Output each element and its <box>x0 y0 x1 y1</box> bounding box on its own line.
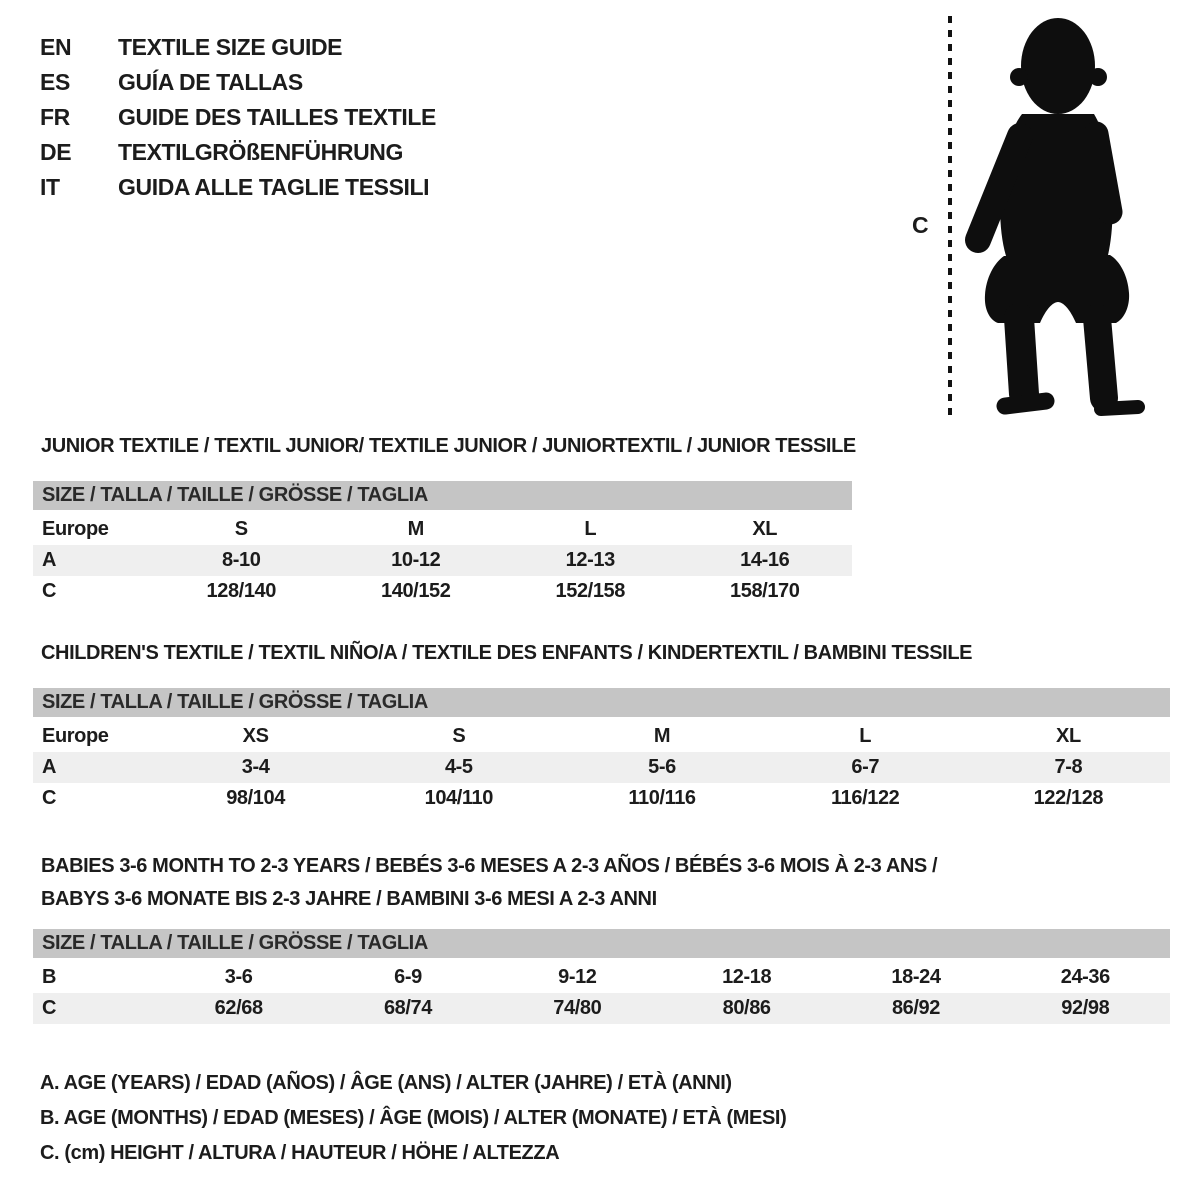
section-children-textile <box>33 641 1170 814</box>
size-value-cell: 104/110 <box>424 787 493 809</box>
size-value-cell: XL <box>752 518 778 540</box>
size-value-cell: 12-18 <box>722 966 772 988</box>
footnote-legend <box>40 1066 786 1171</box>
size-value-cell: 128/140 <box>206 580 276 602</box>
section-title: BABIES 3-6 MONTH TO 2-3 YEARS / BEBÉS 3-6 MESES A 2-3 AÑOS / BÉBÉS 3-6 MOIS À 2-3 ANS / BABYS 3-6 MONATE BIS 2-3 JAHRE / BAMBINI 3-6 MESI A 2-3 ANNI <box>41 855 938 910</box>
row-label: Europe <box>42 518 109 540</box>
size-value-cell: 12-13 <box>565 549 615 571</box>
size-value-cell: L <box>584 518 597 540</box>
table-row <box>33 962 1170 993</box>
row-label: Europe <box>42 725 109 747</box>
size-value-cell: 80/86 <box>722 997 771 1019</box>
size-value-cell: 3-4 <box>241 756 270 778</box>
size-value-cell: M <box>407 518 424 540</box>
table-row <box>33 514 852 545</box>
size-value-cell: 140/152 <box>381 580 451 602</box>
language-label: GUIDA ALLE TAGLIE TESSILI <box>118 174 430 200</box>
size-value-cell: 158/170 <box>730 580 800 602</box>
table-header-size: SIZE / TALLA / TAILLE / GRÖSSE / TAGLIA <box>33 929 1170 958</box>
table-rows <box>33 962 1170 1024</box>
section-title: CHILDREN'S TEXTILE / TEXTIL NIÑO/A / TEXTILE DES ENFANTS / KINDERTEXTIL / BAMBINI TESSILE <box>41 642 973 664</box>
footnote-line: C. (cm) HEIGHT / ALTURA / HAUTEUR / HÖHE / ALTEZZA <box>40 1142 560 1164</box>
size-value-cell: 122/128 <box>1033 787 1104 809</box>
row-label: A <box>42 756 57 778</box>
language-title-row <box>40 135 436 170</box>
table-row <box>33 721 1170 752</box>
size-value-cell: S <box>234 518 248 540</box>
size-value-cell: XL <box>1056 725 1081 747</box>
section-babies-textile <box>33 850 1170 1024</box>
table-row <box>33 545 852 576</box>
size-value-cell: 62/68 <box>214 997 263 1019</box>
measure-c-label: C <box>912 212 929 238</box>
footnote-line: A. AGE (YEARS) / EDAD (AÑOS) / ÂGE (ANS) / ALTER (JAHRE) / ETÀ (ANNI) <box>40 1072 732 1094</box>
size-value-cell: 14-16 <box>740 549 790 571</box>
table-row <box>33 576 852 607</box>
table-rows <box>33 721 1170 814</box>
language-title-row <box>40 30 436 65</box>
footnote-line: B. AGE (MONTHS) / EDAD (MESES) / ÂGE (MOIS) / ALTER (MONATE) / ETÀ (MESI) <box>40 1107 787 1129</box>
size-value-cell: 10-12 <box>391 549 441 571</box>
size-value-cell: M <box>653 725 671 747</box>
language-title-row <box>40 65 436 100</box>
size-value-cell: 9-12 <box>558 966 597 988</box>
table-row <box>33 993 1170 1024</box>
height-measure-dashed-line <box>948 16 952 416</box>
language-label: GUIDE DES TAILLES TEXTILE <box>118 104 436 130</box>
size-value-cell: 86/92 <box>891 997 940 1019</box>
table-header-size: SIZE / TALLA / TAILLE / GRÖSSE / TAGLIA <box>33 688 1170 717</box>
table-row <box>33 752 1170 783</box>
size-value-cell: 152/158 <box>555 580 625 602</box>
size-value-cell: L <box>859 725 872 747</box>
language-title-list <box>40 30 436 205</box>
language-code: EN <box>40 34 72 60</box>
size-value-cell: 110/116 <box>628 787 696 809</box>
section-junior-textile <box>33 434 856 607</box>
size-value-cell: S <box>452 725 466 747</box>
language-code: DE <box>40 139 72 165</box>
size-value-cell: 6-7 <box>851 756 880 778</box>
size-value-cell: 98/104 <box>226 787 285 809</box>
language-code: FR <box>40 104 70 130</box>
row-label: B <box>42 966 57 988</box>
size-value-cell: 92/98 <box>1061 997 1110 1019</box>
size-value-cell: 7-8 <box>1054 756 1083 778</box>
size-value-cell: 74/80 <box>553 997 602 1019</box>
size-value-cell: 5-6 <box>648 756 676 778</box>
table-row <box>33 783 1170 814</box>
language-label: TEXTILE SIZE GUIDE <box>118 34 343 60</box>
row-label: C <box>42 997 57 1019</box>
language-label: TEXTILGRÖßENFÜHRUNG <box>118 139 403 165</box>
size-value-cell: 6-9 <box>394 966 422 988</box>
size-value-cell: 3-6 <box>224 966 253 988</box>
language-title-row <box>40 170 436 205</box>
row-label: C <box>42 787 57 809</box>
language-title-row <box>40 100 436 135</box>
language-code: ES <box>40 69 70 95</box>
row-label: C <box>42 580 57 602</box>
size-value-cell: 8-10 <box>222 549 261 571</box>
size-value-cell: XS <box>242 725 269 747</box>
table-header-size: SIZE / TALLA / TAILLE / GRÖSSE / TAGLIA <box>33 481 852 510</box>
baby-figure <box>900 0 1200 440</box>
size-value-cell: 68/74 <box>383 997 433 1019</box>
language-label: GUÍA DE TALLAS <box>118 69 303 95</box>
row-label: A <box>42 549 57 571</box>
language-code: IT <box>40 174 60 200</box>
size-value-cell: 116/122 <box>831 787 900 809</box>
size-value-cell: 24-36 <box>1060 966 1110 988</box>
section-title: JUNIOR TEXTILE / TEXTIL JUNIOR/ TEXTILE JUNIOR / JUNIORTEXTIL / JUNIOR TESSILE <box>41 435 856 457</box>
size-value-cell: 18-24 <box>891 966 941 988</box>
toddler-silhouette-icon <box>958 10 1153 420</box>
table-rows <box>33 514 852 607</box>
size-value-cell: 4-5 <box>444 756 473 778</box>
